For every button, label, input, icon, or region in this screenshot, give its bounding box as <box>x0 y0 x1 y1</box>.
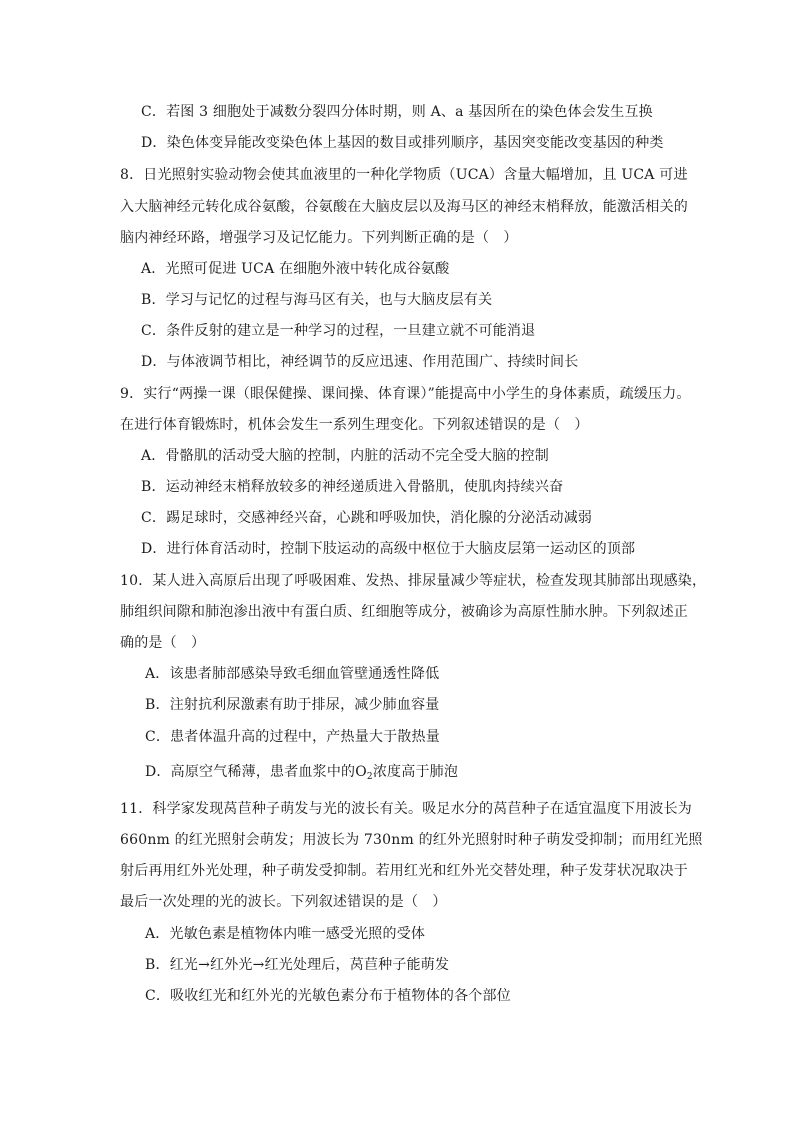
q9-option-d: D．进行体育活动时，控制下肢运动的高级中枢位于大脑皮层第一运动区的顶部 <box>141 541 636 557</box>
q11-stem-line-2: 660nm 的红光照射会萌发；用波长为 730nm 的红外光照射时种子萌发受抑制；而用红光照 <box>120 832 703 848</box>
q8-stem-line-2: 入大脑神经元转化成谷氨酸，谷氨酸在大脑皮层以及海马区的神经末梢释放，能激活相关的 <box>120 199 688 215</box>
q9-option-b: B．运动神经末梢释放较多的神经递质进入骨骼肌，使肌肉持续兴奋 <box>141 479 564 495</box>
q10-option-a: A．该患者肺部感染导致毛细血管壁通透性降低 <box>145 666 440 682</box>
q7-option-c: C．若图 3 细胞处于减数分裂四分体时期，则 A、a 基因所在的染色体会发生互换 <box>141 104 653 120</box>
q8-stem-line-3: 脑内神经环路，增强学习及记忆能力。下列判断正确的是（ ） <box>120 230 518 246</box>
q7-option-d: D．染色体变异能改变染色体上基因的数目或排列顺序，基因突变能改变基因的种类 <box>141 135 664 151</box>
q10-option-b: B．注射抗利尿激素有助于排尿，减少肺血容量 <box>145 697 440 713</box>
q8-option-c: C．条件反射的建立是一种学习的过程，一旦建立就不可能消退 <box>141 323 536 339</box>
q8-option-a: A．光照可促进 UCA 在细胞外液中转化成谷氨酸 <box>141 261 450 277</box>
q9-stem-line-1: 9．实行“两操一课（眼保健操、课间操、体育课）”能提高中小学生的身体素质，疏缓压力。 <box>120 386 691 402</box>
q11-option-a: A．光敏色素是植物体内唯一感受光照的受体 <box>145 926 426 942</box>
q11-stem-line-3: 射后再用红外光处理，种子萌发受抑制。若用红光和红外光交替处理，种子发芽状况取决于 <box>120 863 688 879</box>
q11-stem-line-1: 11．科学家发现莴苣种子萌发与光的波长有关。吸足水分的莴苣种子在适宜温度下用波长为 <box>120 801 693 817</box>
q10-option-d-text-end: 浓度高于肺泡 <box>372 764 459 780</box>
q11-stem-line-4: 最后一次处理的光的波长。下列叙述错误的是（ ） <box>120 894 447 910</box>
q11-option-c: C．吸收红光和红外光的光敏色素分布于植物体的各个部位 <box>145 988 511 1004</box>
q10-option-d <box>145 762 458 782</box>
q8-option-b: B．学习与记忆的过程与海马区有关，也与大脑皮层有关 <box>141 292 493 308</box>
q9-option-c: C．踢足球时，交感神经兴奋，心跳和呼吸加快，消化腺的分泌活动减弱 <box>141 510 593 526</box>
q10-stem-line-2: 肺组织间隙和肺泡渗出液中有蛋白质、红细胞等成分，被确诊为高原性肺水肿。下列叙述正 <box>120 604 688 620</box>
q9-stem-line-2: 在进行体育锻炼时，机体会发生一系列生理变化。下列叙述错误的是（ ） <box>120 417 589 433</box>
q8-stem-line-1: 8．日光照射实验动物会使其血液里的一种化学物质（UCA）含量大幅增加，且 UCA 可进 <box>120 167 688 183</box>
q9-option-a: A．骨骼肌的活动受大脑的控制，内脏的活动不完全受大脑的控制 <box>141 448 549 464</box>
q8-option-d: D．与体液调节相比，神经调节的反应迅速、作用范围广、持续时间长 <box>141 354 579 370</box>
q10-stem-line-1: 10．某人进入高原后出现了呼吸困难、发热、排尿量减少等症状，检查发现其肺部出现感染， <box>120 573 707 589</box>
q10-option-d-subscript: 2 <box>366 772 373 782</box>
q11-option-b: B．红光→红外光→红光处理后，莴苣种子能萌发 <box>145 957 450 973</box>
q10-option-d-text: D．高原空气稀薄，患者血浆中的O <box>145 764 367 780</box>
q10-option-c: C．患者体温升高的过程中，产热量大于散热量 <box>145 729 440 745</box>
q10-stem-line-3: 确的是（ ） <box>120 635 206 651</box>
